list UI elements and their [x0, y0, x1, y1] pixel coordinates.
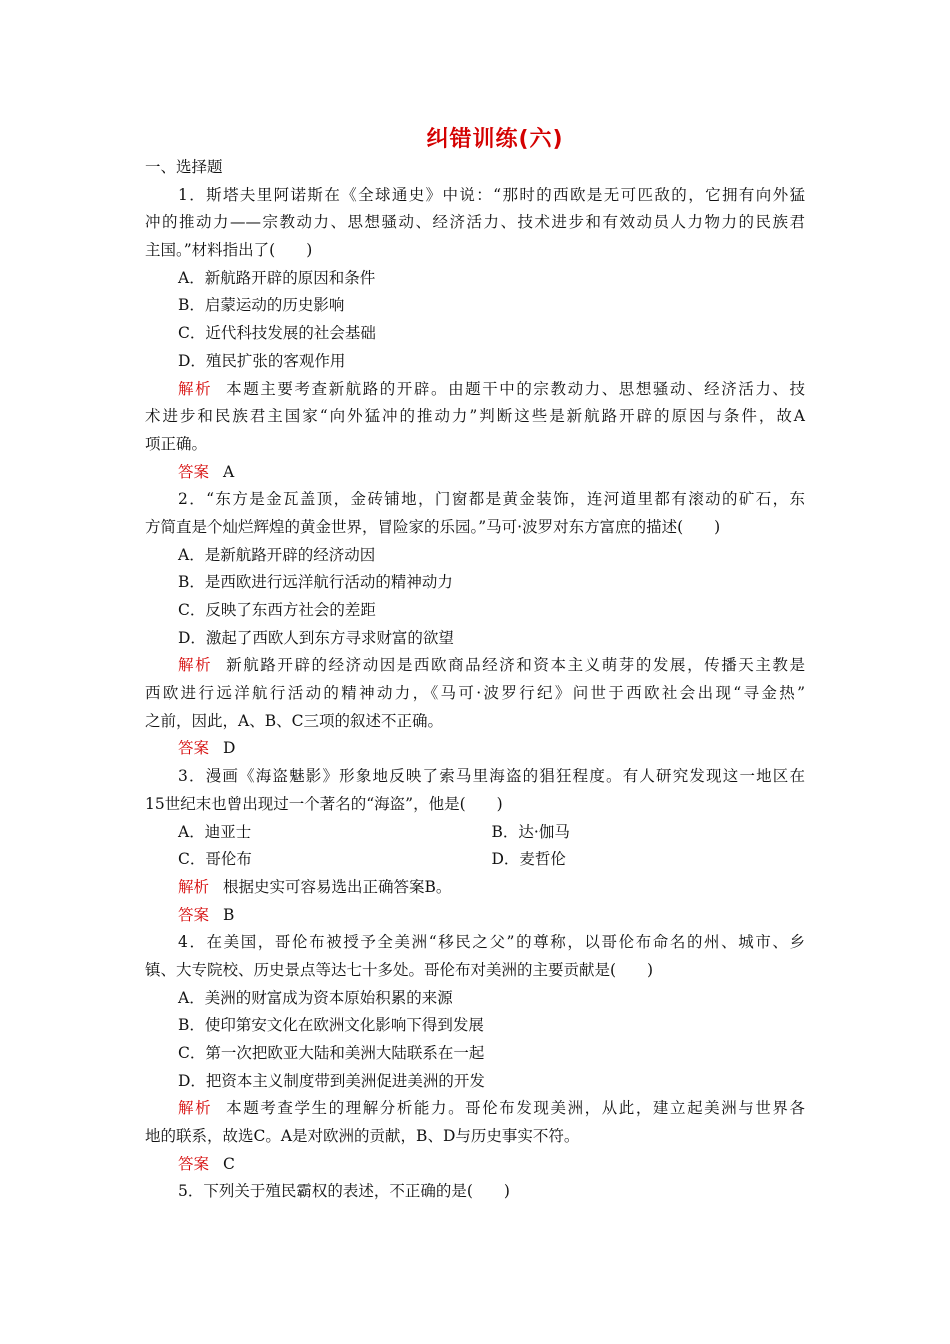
- answer-value: B: [223, 905, 235, 924]
- question-2-analysis: [145, 652, 805, 680]
- answer-label: 答案: [178, 1154, 210, 1173]
- question-4: [145, 929, 805, 1178]
- question-4-stem-line: 镇、大专院校、历史景点等达七十多处。哥伦布对美洲的主要贡献是( ): [145, 960, 654, 979]
- question-3-stem-line: 3．漫画《海盗魅影》形象地反映了索马里海盗的猖狂程度。有人研究发现这一地区在: [178, 767, 805, 786]
- section-heading: 一、选择题: [145, 158, 223, 176]
- question-5: [145, 1178, 805, 1206]
- question-4-analysis: [145, 1095, 805, 1123]
- analysis-label: 解析: [178, 379, 213, 398]
- question-3-stem-line: 15世纪末也曾出现过一个著名的“海盗”，他是( ): [145, 794, 503, 813]
- question-1-answer: [145, 459, 805, 487]
- analysis-text: 根据史实可容易选出正确答案B。: [223, 877, 452, 896]
- analysis-text: 术进步和民族君主国家“向外猛冲的推动力”判断这些是新航路开辟的原因与条件，故A: [145, 407, 805, 426]
- question-1-analysis: [145, 376, 805, 404]
- question-3-option-a: A．迪亚士: [178, 822, 252, 841]
- question-1-option-a: A．新航路开辟的原因和条件: [178, 268, 376, 287]
- question-1-option-c: C．近代科技发展的社会基础: [178, 324, 376, 343]
- analysis-text: 之前，因此，A、B、C三项的叙述不正确。: [145, 711, 443, 730]
- question-1: [145, 182, 805, 487]
- question-5-stem-line: 5．下列关于殖民霸权的表述，不正确的是( ): [178, 1182, 510, 1201]
- analysis-label: 解析: [178, 1099, 213, 1118]
- question-4-stem-line: 4．在美国，哥伦布被授予全美洲“移民之父”的尊称，以哥伦布命名的州、城市、乡: [178, 933, 805, 952]
- analysis-text: 本题主要考查新航路的开辟。由题干中的宗教动力、思想骚动、经济活力、技: [226, 379, 805, 398]
- analysis-label: 解析: [178, 656, 213, 675]
- question-1-stem-line: 主国。”材料指出了( ): [145, 241, 313, 260]
- question-3-option-c: C．哥伦布: [178, 850, 252, 869]
- answer-label: 答案: [178, 905, 210, 924]
- question-2: [145, 486, 805, 763]
- answer-value: A: [223, 462, 235, 481]
- question-2-option-b: B．是西欧进行远洋航行活动的精神动力: [178, 573, 453, 592]
- question-2-stem-line: 2．“东方是金瓦盖顶，金砖铺地，门窗都是黄金装饰，连河道里都有滚动的矿石，东: [178, 490, 805, 509]
- analysis-text: 西欧进行远洋航行活动的精神动力，《马可·波罗行纪》问世于西欧社会出现“寻金热”: [145, 684, 805, 703]
- analysis-label: 解析: [178, 877, 210, 896]
- question-3-analysis: [145, 874, 805, 902]
- question-1-stem-line: 冲的推动力——宗教动力、思想骚动、经济活力、技术进步和有效动员人力物力的民族君: [145, 213, 805, 232]
- question-2-answer: [145, 735, 805, 763]
- question-content: [145, 154, 805, 1206]
- question-3-option-d: D．麦哲伦: [491, 850, 566, 869]
- question-3-options-row: [145, 819, 805, 847]
- analysis-text: 地的联系，故选C。A是对欧洲的贡献，B、D与历史事实不符。: [145, 1127, 580, 1146]
- question-1-option-b: B．启蒙运动的历史影响: [178, 296, 345, 315]
- analysis-text: 项正确。: [145, 434, 208, 453]
- question-1-stem-line: 1．斯塔夫里阿诺斯在《全球通史》中说：“那时的西欧是无可匹敌的，它拥有向外猛: [178, 185, 805, 204]
- analysis-text: 本题考查学生的理解分析能力。哥伦布发现美洲，从此，建立起美洲与世界各: [226, 1099, 805, 1118]
- question-2-option-a: A．是新航路开辟的经济动因: [178, 545, 376, 564]
- question-1-option-d: D．殖民扩张的客观作用: [178, 351, 346, 370]
- question-4-option-b: B．使印第安文化在欧洲文化影响下得到发展: [178, 1016, 484, 1035]
- answer-label: 答案: [178, 739, 210, 758]
- question-2-option-c: C．反映了东西方社会的差距: [178, 601, 376, 619]
- question-3: [145, 763, 805, 929]
- question-3-option-b: B．达·伽马: [491, 822, 570, 841]
- page-title: 纠错训练(六): [426, 127, 564, 152]
- analysis-text: 新航路开辟的经济动因是西欧商品经济和资本主义萌芽的发展，传播天主教是: [226, 656, 805, 675]
- answer-label: 答案: [178, 462, 210, 481]
- question-4-option-c: C．第一次把欧亚大陆和美洲大陆联系在一起: [178, 1044, 485, 1062]
- answer-value: D: [223, 739, 236, 758]
- question-3-options-row: [145, 846, 805, 874]
- question-4-option-a: A．美洲的财富成为资本原始积累的来源: [178, 988, 453, 1007]
- answer-value: C: [223, 1154, 235, 1173]
- question-4-answer: [145, 1151, 805, 1179]
- question-2-stem-line: 方简直是个灿烂辉煌的黄金世界，冒险家的乐园。”马可·波罗对东方富庶的描述( ): [145, 517, 721, 536]
- question-3-answer: [145, 902, 805, 930]
- question-4-option-d: D．把资本主义制度带到美洲促进美洲的开发: [178, 1071, 485, 1090]
- question-2-option-d: D．激起了西欧人到东方寻求财富的欲望: [178, 628, 454, 647]
